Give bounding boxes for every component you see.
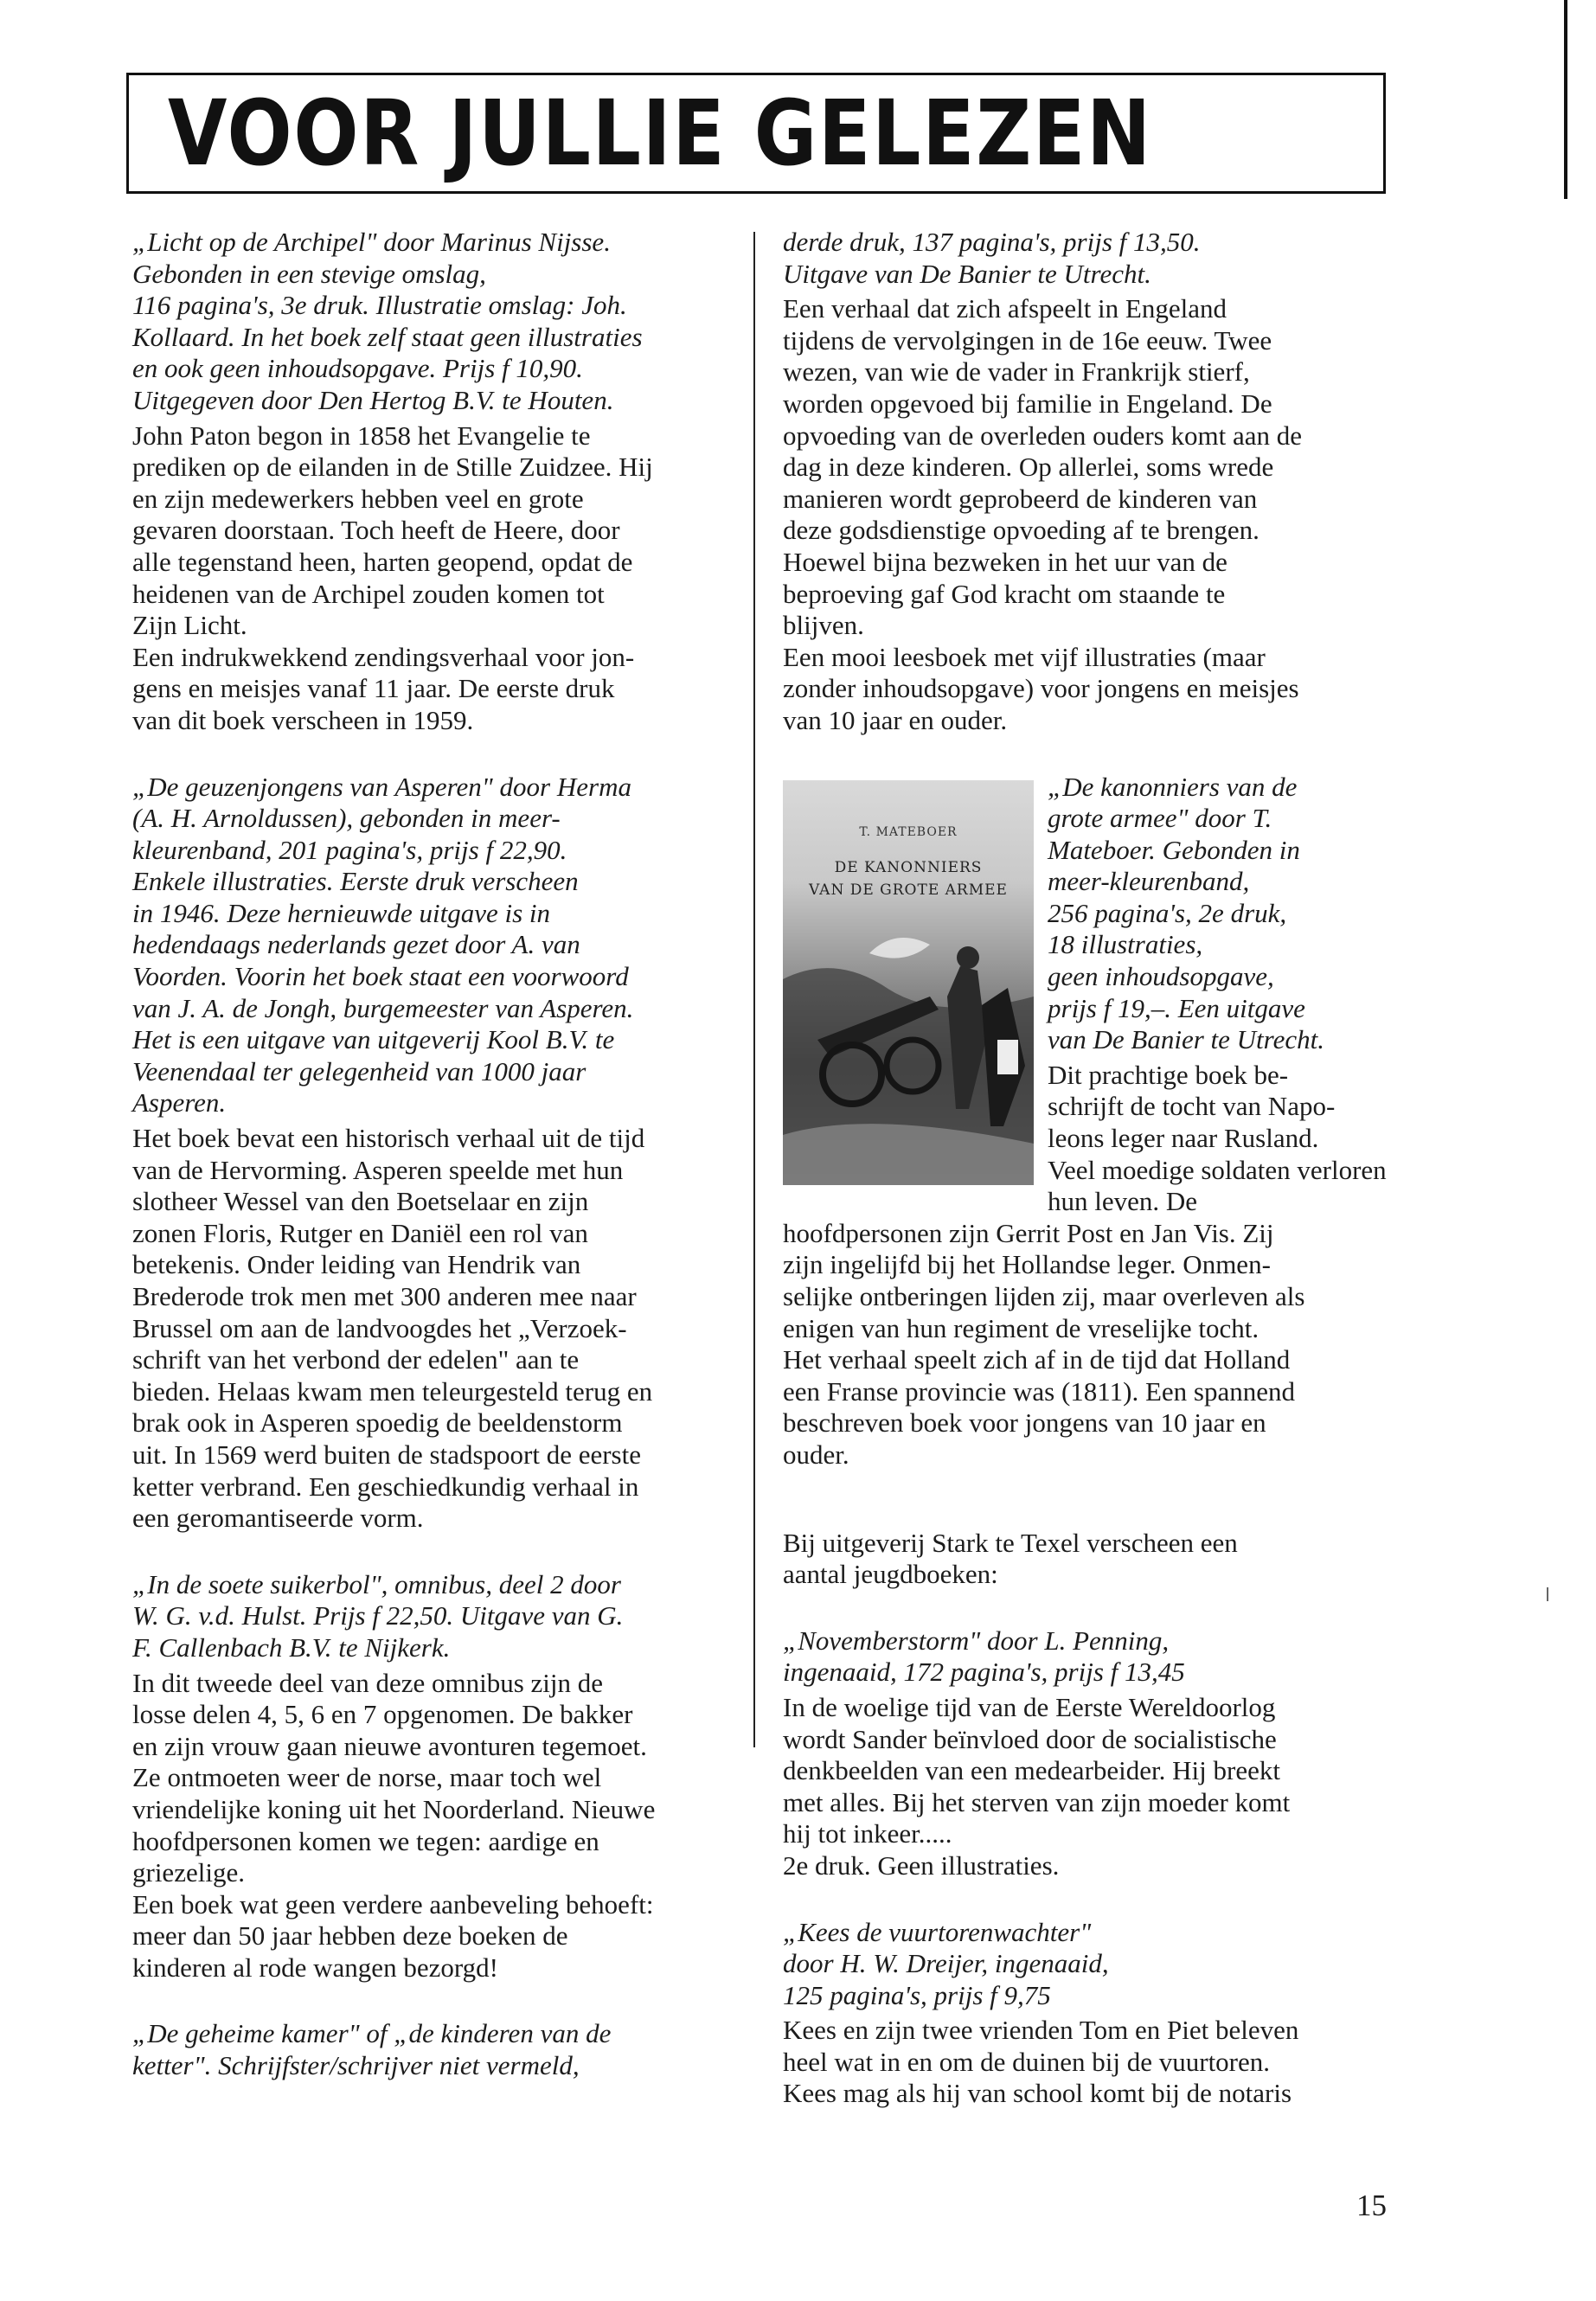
review-body — [783, 1692, 1393, 1882]
text-line: Enkele illustraties. Eerste druk verscheen — [132, 866, 579, 897]
text-line: Het boek bevat een historisch verhaal uit de tijd — [132, 1123, 645, 1154]
text-line: „In de soete suikerbol", omnibus, deel 2 door — [132, 1568, 621, 1599]
review-body — [783, 2015, 1393, 2110]
text-line: Hoewel bijna bezweken in het uur van de — [783, 546, 1227, 577]
review-body — [783, 293, 1393, 736]
text-line: hedendaags nederlands gezet door A. van — [132, 929, 580, 960]
text-line: (A. H. Arnoldussen), gebonden in meer- — [132, 803, 561, 834]
text-line: zijn ingelijfd bij het Hollandse leger. Onmen- — [783, 1249, 1271, 1280]
text-line: Een indrukwekkend zendingsverhaal voor jon- — [132, 641, 635, 672]
text-line: van De Banier te Utrecht. — [1048, 1024, 1324, 1055]
column-divider — [753, 232, 755, 1747]
text-line: opvoeding van de overleden ouders komt aan de — [783, 420, 1303, 451]
text-line: 256 pagina's, 2e druk, — [1048, 897, 1287, 928]
text-line: heidenen van de Archipel zouden komen tot — [132, 578, 605, 609]
cover-title-line: VAN DE GROTE ARMEE — [809, 881, 1008, 899]
text-line: een geromantiseerde vorm. — [132, 1503, 424, 1534]
text-line: bieden. Helaas kwam men teleurgesteld terug en — [132, 1375, 653, 1407]
text-line: van de Hervorming. Asperen speelde met hun — [132, 1154, 624, 1185]
text-line: „De kanonniers van de — [1048, 771, 1298, 802]
book-cover-image — [783, 780, 1034, 1185]
text-line: Veenendaal ter gelegenheid van 1000 jaar — [132, 1055, 586, 1086]
text-line: zonen Floris, Rutger en Daniël een rol van — [132, 1217, 588, 1248]
review-body — [132, 420, 721, 737]
text-line: Een verhaal dat zich afspeelt in Engeland — [783, 293, 1227, 324]
text-line: Kees mag als hij van school komt bij de notaris — [783, 2078, 1292, 2109]
cover-author: T. MATEBOER — [859, 824, 958, 839]
text-line: Gebonden in een stevige omslag, — [132, 258, 486, 289]
text-line: Kollaard. In het boek zelf staat geen illustraties — [132, 321, 643, 352]
section-banner — [126, 73, 1386, 194]
left-column — [132, 227, 721, 2082]
text-line: betekenis. Onder leiding van Hendrik van — [132, 1249, 581, 1280]
book-meta — [132, 2018, 721, 2081]
text-line: John Paton begon in 1858 het Evangelie te — [132, 420, 591, 451]
text-line: F. Callenbach B.V. te Nijkerk. — [132, 1631, 451, 1663]
scan-edge-line — [1564, 0, 1567, 199]
text-line: geen inhoudsopgave, — [1048, 961, 1274, 992]
text-line: hoofdpersonen zijn Gerrit Post en Jan Vis. Zij — [783, 1217, 1274, 1248]
text-line: ketter verbrand. Een geschiedkundig verhaal in — [132, 1471, 639, 1502]
text-line: slotheer Wessel van den Boetselaar en zijn — [132, 1186, 589, 1217]
text-line: door H. W. Dreijer, ingenaaid, — [783, 1948, 1109, 1979]
text-line: Brederode trok men met 300 anderen mee naar — [132, 1281, 637, 1311]
text-line: selijke ontberingen lijden zij, maar overleven als — [783, 1281, 1305, 1311]
review-licht-op-de-archipel — [132, 227, 721, 737]
text-line: „De geuzenjongens van Asperen" door Herma — [132, 771, 631, 802]
text-line: tijdens de vervolgingen in de 16e eeuw. Twee — [783, 324, 1272, 356]
text-line: beschreven boek voor jongens van 10 jaar en — [783, 1407, 1266, 1439]
review-kees-vuurtorenwachter — [783, 1917, 1393, 2111]
text-line: meer dan 50 jaar hebben deze boeken de — [132, 1920, 568, 1952]
text-line: schrift van het verbond der edelen" aan te — [132, 1344, 580, 1375]
text-line: kleurenband, 201 pagina's, prijs f 22,90. — [132, 834, 567, 865]
text-line: en zijn medewerkers hebben veel en grote — [132, 483, 584, 514]
text-line: hoofdpersonen komen we tegen: aardige en — [132, 1825, 599, 1856]
text-line: prijs f 19,–. Een uitgave — [1048, 992, 1305, 1023]
text-line: denkbeelden van een medearbeider. Hij breekt — [783, 1755, 1280, 1786]
stark-intro — [783, 1528, 1393, 1591]
text-line: Veel moedige soldaten verloren hun leven. De — [1048, 1154, 1387, 1217]
text-line: wordt Sander beïnvloed door de socialistische — [783, 1723, 1277, 1754]
page-number: 15 — [1356, 2189, 1387, 2222]
text-line: in 1946. Deze hernieuwde uitgave is in — [132, 897, 550, 928]
text-line: Mateboer. Gebonden in — [1048, 834, 1300, 865]
text-line: Uitgave van De Banier te Utrecht. — [783, 258, 1151, 289]
book-meta — [783, 1917, 1393, 2012]
text-line: met alles. Bij het sterven van zijn moeder komt — [783, 1786, 1291, 1817]
text-line: worden opgevoed bij familie in Engeland. De — [783, 388, 1272, 419]
text-line: manieren wordt geprobeerd de kinderen van — [783, 483, 1258, 514]
text-line: 125 pagina's, prijs f 9,75 — [783, 1979, 1051, 2010]
section-title: VOOR JULLIE GELEZEN — [168, 80, 1152, 186]
book-meta — [132, 772, 721, 1120]
text-line: hij tot inkeer..... — [783, 1818, 952, 1849]
text-line: W. G. v.d. Hulst. Prijs f 22,50. Uitgave van G. — [132, 1600, 624, 1631]
text-line: wezen, van wie de vader in Frankrijk stierf, — [783, 356, 1250, 388]
book-meta — [783, 1625, 1393, 1689]
text-line: dag in deze kinderen. Op allerlei, soms wrede — [783, 452, 1274, 483]
text-line: beproeving gaf God kracht om staande te — [783, 578, 1226, 609]
review-kanonniers — [783, 772, 1393, 1471]
text-line: „Licht op de Archipel" door Marinus Nijsse. — [132, 227, 611, 257]
text-line: Brussel om aan de landvoogdes het „Verzoek- — [132, 1312, 627, 1343]
text-line: van 10 jaar en ouder. — [783, 704, 1008, 735]
book-meta — [132, 227, 721, 417]
review-geheime-kamer-cont — [783, 227, 1393, 737]
text-line: In de woelige tijd van de Eerste Wereldoorlog — [783, 1691, 1276, 1722]
text-line: alle tegenstand heen, harten geopend, opdat de — [132, 546, 633, 577]
text-line: en zijn vrouw gaan nieuwe avonturen tegemoet. — [132, 1730, 647, 1761]
text-line: gens en meisjes vanaf 11 jaar. De eerste druk — [132, 673, 615, 704]
text-line: „Novemberstorm" door L. Penning, — [783, 1625, 1170, 1656]
text-line: grote armee" door T. — [1048, 803, 1272, 834]
text-line: kinderen al rode wangen bezorgd! — [132, 1952, 498, 1983]
text-line: Zijn Licht. — [132, 610, 247, 641]
text-line: Een boek wat geen verdere aanbeveling behoeft: — [132, 1888, 654, 1920]
text-line: 2e druk. Geen illustraties. — [783, 1849, 1060, 1881]
text-line: een Franse provincie was (1811). Een spannend — [783, 1375, 1295, 1407]
text-line: ingenaaid, 172 pagina's, prijs f 13,45 — [783, 1657, 1185, 1688]
text-line: brak ook in Asperen spoedig de beeldenstorm — [132, 1407, 623, 1439]
text-line: Een mooi leesboek met vijf illustraties (maar — [783, 641, 1266, 672]
text-line: en ook geen inhoudsopgave. Prijs f 10,90. — [132, 353, 583, 384]
text-line: enigen van hun regiment de vreselijke tocht. — [783, 1312, 1259, 1343]
review-soete-suikerbol — [132, 1569, 721, 1984]
text-line: meer-kleurenband, — [1048, 866, 1250, 897]
text-line: ketter". Schrijfster/schrijver niet vermeld, — [132, 2050, 580, 2081]
review-novemberstorm — [783, 1625, 1393, 1882]
text-line: schrijft de tocht van Napo- — [1048, 1091, 1336, 1122]
review-body — [132, 1123, 721, 1535]
text-line: In dit tweede deel van deze omnibus zijn de — [132, 1667, 604, 1698]
text-line: Asperen. — [132, 1087, 227, 1118]
text-line: Ze ontmoeten weer de norse, maar toch wel — [132, 1762, 602, 1793]
text-line: 18 illustraties, — [1048, 929, 1203, 960]
text-line: griezelige. — [132, 1857, 245, 1888]
text-line: Het verhaal speelt zich af in de tijd dat Holland — [783, 1344, 1291, 1375]
text-line: heel wat in en om de duinen bij de vuurtoren. — [783, 2046, 1271, 2077]
review-body — [132, 1668, 721, 1984]
text-line: Dit prachtige boek be- — [1048, 1059, 1289, 1090]
cover-title-line: DE KANONNIERS — [834, 858, 983, 876]
right-column — [783, 227, 1393, 2110]
scan-edge-mark — [1547, 1587, 1548, 1601]
text-line: gevaren doorstaan. Toch heeft de Heere, door — [132, 515, 620, 546]
text-line: Het is een uitgave van uitgeverij Kool B.V. te — [132, 1024, 615, 1055]
text-line: zonder inhoudsopgave) voor jongens en meisjes — [783, 673, 1299, 704]
text-line: van J. A. de Jongh, burgemeester van Asperen. — [132, 992, 634, 1023]
text-line: vriendelijke koning uit het Noorderland. Nieuwe — [132, 1793, 656, 1824]
text-line: losse delen 4, 5, 6 en 7 opgenomen. De bakker — [132, 1699, 633, 1730]
text-line: deze godsdienstige opvoeding af te brengen. — [783, 515, 1259, 546]
text-line: uit. In 1569 werd buiten de stadspoort de eerste — [132, 1439, 641, 1470]
text-line: „Kees de vuurtorenwachter" — [783, 1916, 1092, 1947]
text-line: prediken op de eilanden in de Stille Zuidzee. Hij — [132, 452, 653, 483]
text-line: Voorden. Voorin het boek staat een voorwoord — [132, 961, 629, 992]
text-line: „De geheime kamer" of „de kinderen van de — [132, 2018, 612, 2049]
text-line: Bij uitgeverij Stark te Texel verscheen een — [783, 1527, 1238, 1558]
book-meta — [132, 1569, 721, 1664]
review-geheime-kamer-start — [132, 2018, 721, 2081]
text-line: Uitgegeven door Den Hertog B.V. te Houten. — [132, 384, 614, 415]
cover-title — [783, 856, 1034, 901]
text-line: van dit boek verscheen in 1959. — [132, 704, 474, 735]
text-line: blijven. — [783, 610, 864, 641]
text-line: 116 pagina's, 3e druk. Illustratie omslag: Joh. — [132, 290, 627, 321]
text-line: aantal jeugdboeken: — [783, 1559, 998, 1590]
text-line: Kees en zijn twee vrienden Tom en Piet beleven — [783, 2015, 1299, 2046]
review-geuzenjongens — [132, 772, 721, 1535]
text-line: leons leger naar Rusland. — [1048, 1123, 1319, 1154]
book-meta — [783, 227, 1393, 290]
text-line: ouder. — [783, 1439, 849, 1470]
text-line: derde druk, 137 pagina's, prijs f 13,50. — [783, 227, 1201, 257]
